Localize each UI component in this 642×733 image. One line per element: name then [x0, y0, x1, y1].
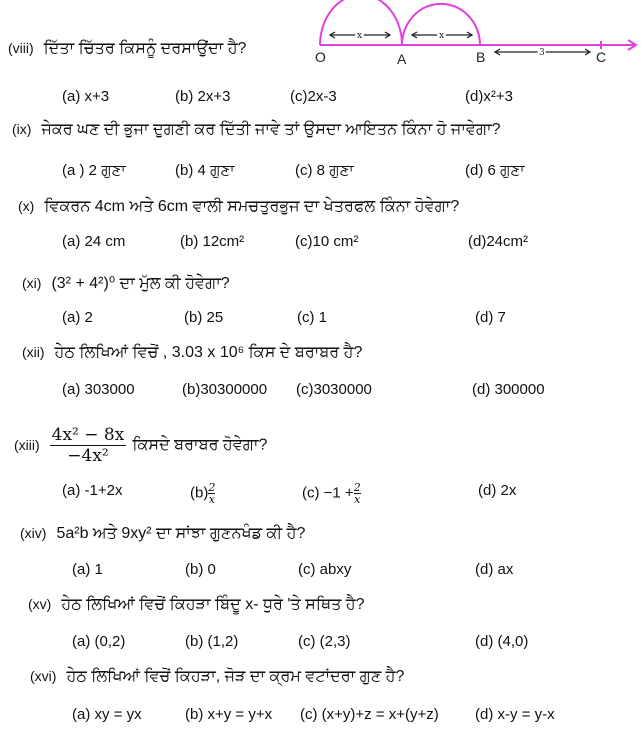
option-text: (d) 7 — [475, 309, 506, 326]
option-text: (b) — [190, 484, 209, 502]
fraction — [50, 425, 127, 466]
question-text: ਦਿੱਤਾ ਚਿੱਤਰ ਕਿਸਨੂੰ ਦਰਸਾਉਂਦਾ ਹੈ? — [43, 40, 247, 57]
number-line-diagram — [305, 0, 642, 68]
answer-option[interactable] — [175, 88, 230, 105]
answer-option[interactable] — [298, 633, 351, 650]
denominator: x — [208, 493, 215, 506]
answer-option[interactable] — [62, 482, 122, 499]
option-text: (d) 6 ਗੁਣਾ — [465, 162, 525, 179]
option-text: (a) 24 cm — [62, 233, 126, 250]
option-text: (a) -1+2x — [62, 482, 123, 499]
option-text: (d) x-y = y-x — [475, 706, 555, 723]
option-text: (a) x+3 — [62, 88, 110, 105]
option-text: (c) 8 ਗੁਣਾ — [295, 162, 354, 179]
option-text: (c) (x+y)+z = x+(y+z) — [300, 706, 439, 723]
question-number: (xi) — [22, 275, 42, 291]
answer-option[interactable] — [295, 233, 358, 250]
numerator: 2 — [353, 481, 361, 494]
answer-option[interactable] — [62, 162, 126, 179]
option-text: (d)x²+3 — [465, 88, 513, 105]
option-text: (d)24cm² — [468, 233, 529, 250]
answer-option[interactable] — [296, 381, 372, 398]
question — [20, 525, 305, 543]
option-text: (d) 2x — [478, 482, 517, 499]
answer-option[interactable] — [298, 561, 351, 578]
answer-option[interactable] — [62, 309, 93, 326]
question-text: 5a²b ਅਤੇ 9xy² ਦਾ ਸਾਂਝਾ ਗੁਣਨਖੰਡ ਕੀ ਹੈ? — [56, 525, 306, 542]
answer-option[interactable] — [185, 633, 238, 650]
answer-option[interactable] — [62, 88, 109, 105]
answer-option[interactable] — [297, 309, 327, 326]
question — [8, 40, 246, 58]
question — [18, 198, 459, 216]
answer-option[interactable] — [295, 162, 354, 179]
option-text: (c) (2,3) — [298, 633, 351, 650]
answer-option[interactable] — [185, 706, 272, 723]
answer-option[interactable] — [184, 309, 223, 326]
answer-option[interactable] — [72, 561, 103, 578]
question-number: (ix) — [12, 121, 32, 137]
option-text: (b) 2x+3 — [175, 88, 231, 105]
answer-option[interactable] — [175, 162, 235, 179]
question-number: (xiii) — [14, 436, 40, 453]
question-number: (viii) — [8, 40, 34, 56]
question-number: (xii) — [22, 344, 45, 360]
option-text: (a) 1 — [72, 561, 103, 578]
question — [28, 596, 365, 614]
option-text: (c)2x-3 — [290, 88, 337, 105]
option-text: (c) abxy — [298, 561, 352, 578]
answer-option[interactable] — [465, 88, 513, 105]
question-text: ਵਿਕਰਨ 4cm ਅਤੇ 6cm ਵਾਲੀ ਸਮਚਤੁਰਭੁਜ ਦਾ ਖੇਤਰਫਲ ਕਿੰਨਾ ਹੋਵੇਗਾ? — [44, 198, 460, 215]
question-text: ਹੇਠ ਲਿਖਿਆਂ ਵਿਚੋਂ , 3.03 x 10⁶ ਕਿਸ ਦੇ ਬਰਾਬਰ ਹੈ? — [54, 344, 363, 361]
answer-option[interactable] — [190, 482, 215, 505]
question — [14, 425, 267, 466]
answer-option[interactable] — [465, 162, 525, 179]
segment-label: x — [439, 31, 445, 41]
option-text: (d) (4,0) — [475, 633, 529, 650]
question — [22, 273, 230, 293]
question-text: ਹੇਠ ਲਿਖਿਆਂ ਵਿਚੋਂ ਕਿਹੜਾ ਬਿੰਦੂ x- ਧੁਰੇ 'ਤੇ ਸਥਿਤ ਹੈ? — [61, 596, 365, 613]
answer-option[interactable] — [478, 482, 516, 499]
answer-option[interactable] — [72, 706, 142, 723]
question-text: ਹੇਠ ਲਿਖਿਆਂ ਵਿਚੋਂ ਕਿਹੜਾ, ਜੋੜ ਦਾ ਕ੍ਰਮ ਵਟਾਂਦਰਾ ਗੁਣ ਹੈ? — [66, 668, 405, 685]
answer-option[interactable] — [475, 561, 513, 578]
denominator: −4x² — [67, 446, 109, 466]
option-text: (c)3030000 — [296, 381, 372, 398]
answer-option[interactable] — [290, 88, 337, 105]
point-label: B — [476, 49, 486, 65]
point-label: O — [315, 49, 326, 65]
answer-option[interactable] — [475, 309, 506, 326]
question — [22, 344, 362, 362]
option-fraction — [354, 482, 361, 505]
answer-option[interactable] — [182, 381, 267, 398]
option-text: (b) 0 — [185, 561, 216, 578]
option-text: (c) 1 — [297, 309, 327, 326]
option-text: (b) 4 ਗੁਣਾ — [175, 162, 235, 179]
option-text: (b) 25 — [184, 309, 224, 326]
option-text: (b) (1,2) — [185, 633, 239, 650]
question-text: (3² + 4²)⁰ ਦਾ ਮੁੱਲ ਕੀ ਹੋਵੇਗਾ? — [51, 275, 230, 292]
question — [30, 668, 404, 686]
question-number: (x) — [18, 198, 35, 214]
answer-option[interactable] — [472, 381, 545, 398]
denominator: x — [354, 493, 361, 506]
option-text: (a) (0,2) — [72, 633, 126, 650]
option-text: (c) −1 + — [302, 484, 354, 502]
point-label: C — [596, 49, 607, 65]
answer-option[interactable] — [468, 233, 528, 250]
question — [12, 121, 501, 139]
answer-option[interactable] — [72, 633, 125, 650]
option-text: (d) ax — [475, 561, 514, 578]
option-fraction — [208, 482, 215, 505]
question-text: ਜੇਕਰ ਘਣ ਦੀ ਭੁਜਾ ਦੁਗਣੀ ਕਰ ਦਿੱਤੀ ਜਾਵੇ ਤਾਂ ਉਸਦਾ ਆਇਤਨ ਕਿੰਨਾ ਹੋ ਜਾਵੇਗਾ? — [41, 121, 501, 138]
option-text: (b) x+y = y+x — [185, 706, 273, 723]
option-text: (d) 300000 — [472, 381, 545, 398]
question-text: ਕਿਸਦੇ ਬਰਾਬਰ ਹੋਵੇਗਾ? — [132, 436, 268, 454]
point-label: A — [397, 51, 407, 67]
answer-option[interactable] — [185, 561, 216, 578]
answer-option[interactable] — [302, 482, 361, 505]
answer-option[interactable] — [62, 381, 135, 398]
option-text: (a ) 2 ਗੁਣਾ — [62, 162, 126, 179]
question-number: (xvi) — [30, 668, 57, 684]
option-text: (b)30300000 — [182, 381, 268, 398]
option-text: (b) 12cm² — [180, 233, 245, 250]
answer-option[interactable] — [475, 706, 555, 723]
question-number: (xv) — [28, 596, 52, 612]
option-text: (a) 2 — [62, 309, 93, 326]
question-number: (xiv) — [20, 525, 47, 541]
segment-label: x — [357, 31, 363, 41]
answer-option[interactable] — [62, 233, 125, 250]
option-text: (c)10 cm² — [295, 233, 359, 250]
numerator: 4x² − 8x — [51, 425, 125, 445]
numerator: 2 — [208, 481, 216, 494]
option-text: (a) 303000 — [62, 381, 135, 398]
answer-option[interactable] — [180, 233, 244, 250]
answer-option[interactable] — [475, 633, 528, 650]
answer-option[interactable] — [300, 706, 439, 723]
segment-label: 3 — [539, 48, 545, 58]
option-text: (a) xy = yx — [72, 706, 142, 723]
